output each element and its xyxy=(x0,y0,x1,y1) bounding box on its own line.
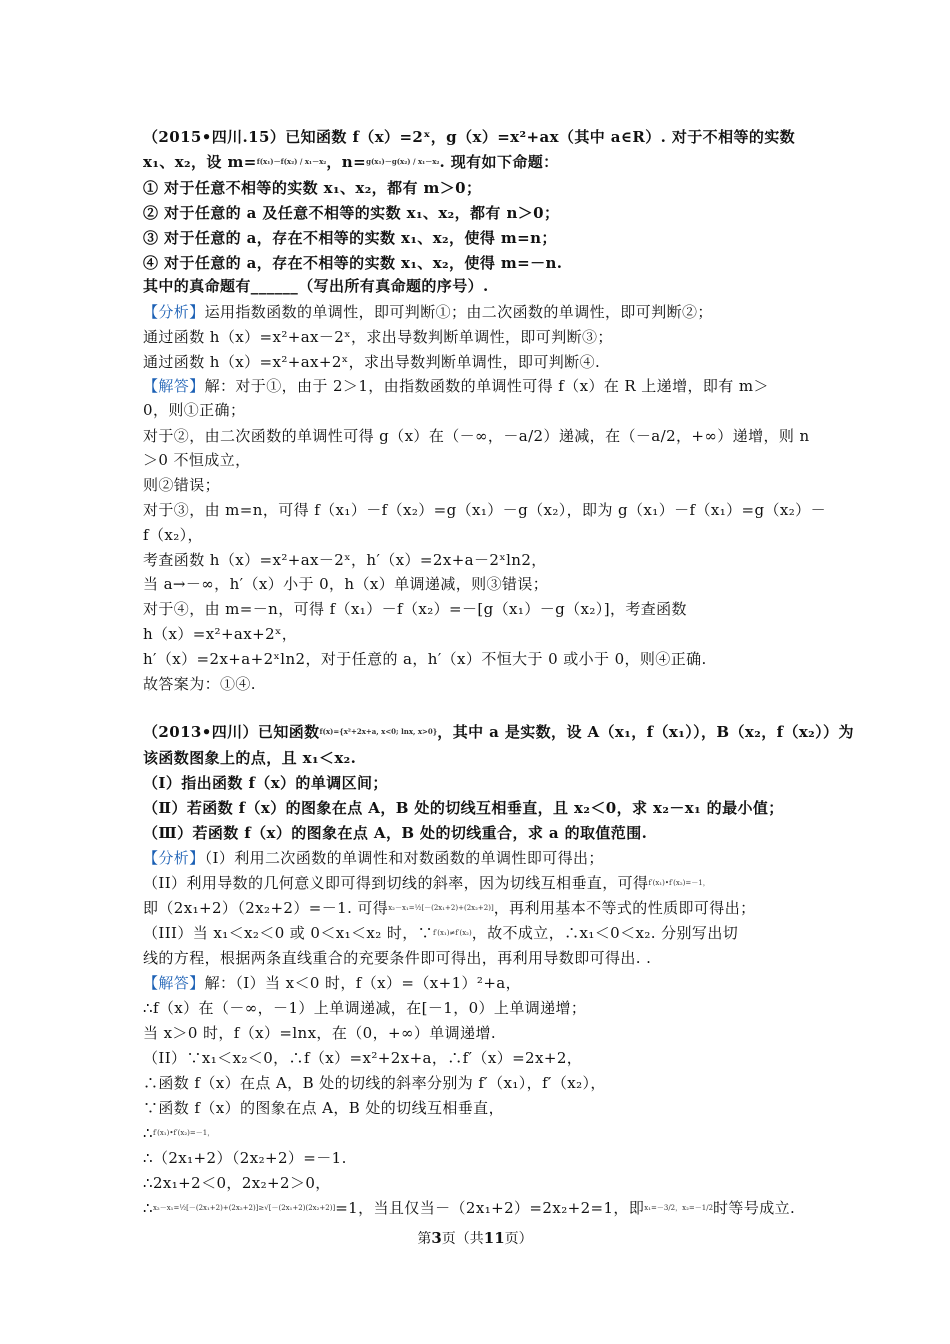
answer2-line: ∴$^{x_2-x_1=\frac{1}{2}[-(2x_1+2)+(2x_2+2)]\ge√[-(2x_1+2)(2x_2+2)]}$=1，当且仅当－（2x₁+2）=2x₂+2=1，即$^{x_1=-3/2,x_2=-1/2}$时等号成立. xyxy=(143,1199,796,1217)
analysis2-line: 即（2x₁+2）（2x₂+2）=－1. 可得$^{x_2-x_1=\frac{1}{2}[-(2x_1+2)+(2x_2+2)]}$，再利用基本不等式的性质即可得出； xyxy=(143,899,756,917)
formula: f′(x₁)•f′(x₂)=－1， xyxy=(152,1129,215,1137)
answer1-line: 考查函数 h（x）=x²+ax－2ˣ，h′（x）=2x+a－2ˣln2， xyxy=(143,551,547,569)
problem1-line: （2015•四川.15）已知函数 f（x）=2ˣ，g（x）=x²+ax（其中 a∈R）. 对于不相等的实数 xyxy=(143,128,796,146)
proposition-1: ① 对于任意不相等的实数 x₁、x₂，都有 m＞0； xyxy=(143,179,482,197)
problem1-question: 其中的真命题有______（写出所有真命题的序号）. xyxy=(143,277,489,295)
answer2-line: （II）∵x₁＜x₂＜0，∴f（x）=x²+2x+a，∴f′（x）=2x+2， xyxy=(143,1049,583,1067)
analysis2-line: （II）利用导数的几何意义即可得到切线的斜率，因为切线互相垂直，可得$^{f'(x_1)•f'(x_2)=-1,}$ xyxy=(143,874,710,892)
proposition-2: ② 对于任意的 a 及任意不相等的实数 x₁、x₂，都有 n＞0； xyxy=(143,204,560,222)
analysis2-line: 线的方程，根据两条直线重合的充要条件即可得出，再利用导数即可得出. . xyxy=(143,949,652,967)
answer1-line: 故答案为：①④. xyxy=(143,675,256,693)
page-footer: 第3页（共11页） xyxy=(417,1229,533,1247)
problem2-line: 该函数图象上的点，且 x₁＜x₂. xyxy=(143,749,357,767)
formula: f′(x₁)•f′(x₂)=－1， xyxy=(648,879,710,887)
m-fraction: f(x₁)－f(x₂) / x₁－x₂ xyxy=(256,157,327,166)
answer2-line: ∴$^{f'(x_1)•f'(x_2)=-1,}$ xyxy=(143,1124,215,1142)
page-number: 3 xyxy=(431,1229,442,1247)
formula: x₂－x₁=½[－(2x₁+2)+(2x₂+2)]≥√[－(2x₁+2)(2x₂+2)] xyxy=(152,1204,336,1212)
answer2-line: ∴f（x）在（－∞，－1）上单调递减，在[－1，0）上单调递增； xyxy=(143,999,587,1017)
answer1-line: h′（x）=2x+a+2ˣln2，对于任意的 a，h′（x）不恒大于 0 或小于 0，则④正确. xyxy=(143,650,707,668)
answer2-line: 【解答】解：（I）当 x＜0 时，f（x）=（x+1）²+a， xyxy=(143,974,522,992)
answer1-line: ＞0 不恒成立， xyxy=(143,451,251,469)
analysis1-line: 【分析】运用指数函数的单调性，即可判断①；由二次函数的单调性，即可判断②； xyxy=(143,303,713,321)
problem2-line: （2013•四川）已知函数$^{f(x)=\{x^2+2x+a, x<0; lnx, x>0\}}$，其中 a 是实数，设 A（x₁，f（x₁）），B（x₂，f（x₂））为 xyxy=(143,723,854,741)
answer1-line: 对于②，由二次函数的单调性可得 g（x）在（－∞，－a/2）递减，在（－a/2，+∞）递增，则 n xyxy=(143,427,810,445)
proposition-3: ③ 对于任意的 a，存在不相等的实数 x₁、x₂，使得 m=n； xyxy=(143,229,557,247)
answer1-line: f（x₂）， xyxy=(143,526,203,544)
answer1-line: h（x）=x²+ax+2ˣ， xyxy=(143,625,298,643)
proposition-4: ④ 对于任意的 a，存在不相等的实数 x₁、x₂，使得 m=－n. xyxy=(143,254,563,272)
formula: x₂=－1/2 xyxy=(682,1204,714,1212)
answer1-line: 对于③，由 m=n，可得 f（x₁）－f（x₂）=g（x₁）－g（x₂），即为 g（x₁）－f（x₁）=g（x₂）－ xyxy=(143,501,826,519)
analysis-tag: 【分析】 xyxy=(143,303,205,321)
answer2-line: ∴（2x₁+2）（2x₂+2）=－1. xyxy=(143,1149,347,1167)
answer2-line: ∵函数 f（x）的图象在点 A，B 处的切线互相垂直， xyxy=(143,1099,504,1117)
formula: x₁=－3/2， xyxy=(644,1204,683,1212)
problem2-part-1: （Ⅰ）指出函数 f（x）的单调区间； xyxy=(143,774,388,792)
analysis-tag: 【分析】 xyxy=(143,849,205,867)
answer1-line: 0，则①正确； xyxy=(143,401,246,419)
formula: f′(x₁)≠f′(x₂) xyxy=(433,929,472,937)
piecewise-function: f(x)={x²+2x+a, x<0; lnx, x>0} xyxy=(319,727,438,736)
answer2-line: ∴2x₁+2＜0，2x₂+2＞0， xyxy=(143,1174,331,1192)
analysis1-line: 通过函数 h（x）=x²+ax－2ˣ，求出导数判断单调性，即可判断③； xyxy=(143,328,613,346)
n-fraction: g(x₁)－g(x₂) / x₁－x₂ xyxy=(366,157,440,166)
answer-tag: 【解答】 xyxy=(143,974,205,992)
page-total: 11 xyxy=(483,1229,505,1247)
analysis2-line: （III）当 x₁＜x₂＜0 或 0＜x₁＜x₂ 时，∵$^{f'(x_1)\ne f'(x_2)}$，故不成立，∴x₁＜0＜x₂. 分别写出切 xyxy=(143,924,739,942)
problem2-part-2: （Ⅱ）若函数 f（x）的图象在点 A，B 处的切线互相垂直，且 x₂＜0，求 x₂－x₁ 的最小值； xyxy=(143,799,784,817)
answer1-line: 则②错误； xyxy=(143,476,221,494)
analysis1-line: 通过函数 h（x）=x²+ax+2ˣ，求出导数判断单调性，即可判断④. xyxy=(143,353,601,371)
answer1-line: 【解答】解：对于①，由于 2＞1，由指数函数的单调性可得 f（x）在 R 上递增，即有 m＞ xyxy=(143,377,769,395)
answer2-line: 当 x＞0 时，f（x）=lnx，在（0，+∞）单调递增. xyxy=(143,1024,497,1042)
answer1-line: 对于④，由 m=－n，可得 f（x₁）－f（x₂）=－[g（x₁）－g（x₂）]，考查函数 xyxy=(143,600,687,618)
problem1-line: x₁、x₂，设 m=$^{f(x_1)-f(x_2) / x_1-x_2}$，n=$^{g(x_1)-g(x_2) / x_1-x_2}$. 现有如下命题： xyxy=(143,153,559,171)
problem2-part-3: （Ⅲ）若函数 f（x）的图象在点 A，B 处的切线重合，求 a 的取值范围. xyxy=(143,824,648,842)
answer1-line: 当 a→－∞，h′（x）小于 0，h（x）单调递减，则③错误； xyxy=(143,575,549,593)
answer-tag: 【解答】 xyxy=(143,377,205,395)
answer2-line: ∴函数 f（x）在点 A，B 处的切线的斜率分别为 f′（x₁），f′（x₂）， xyxy=(143,1074,606,1092)
analysis2-line: 【分析】（I）利用二次函数的单调性和对数函数的单调性即可得出； xyxy=(143,849,604,867)
formula: x₂－x₁=½[－(2x₁+2)+(2x₂+2)] xyxy=(388,904,494,912)
